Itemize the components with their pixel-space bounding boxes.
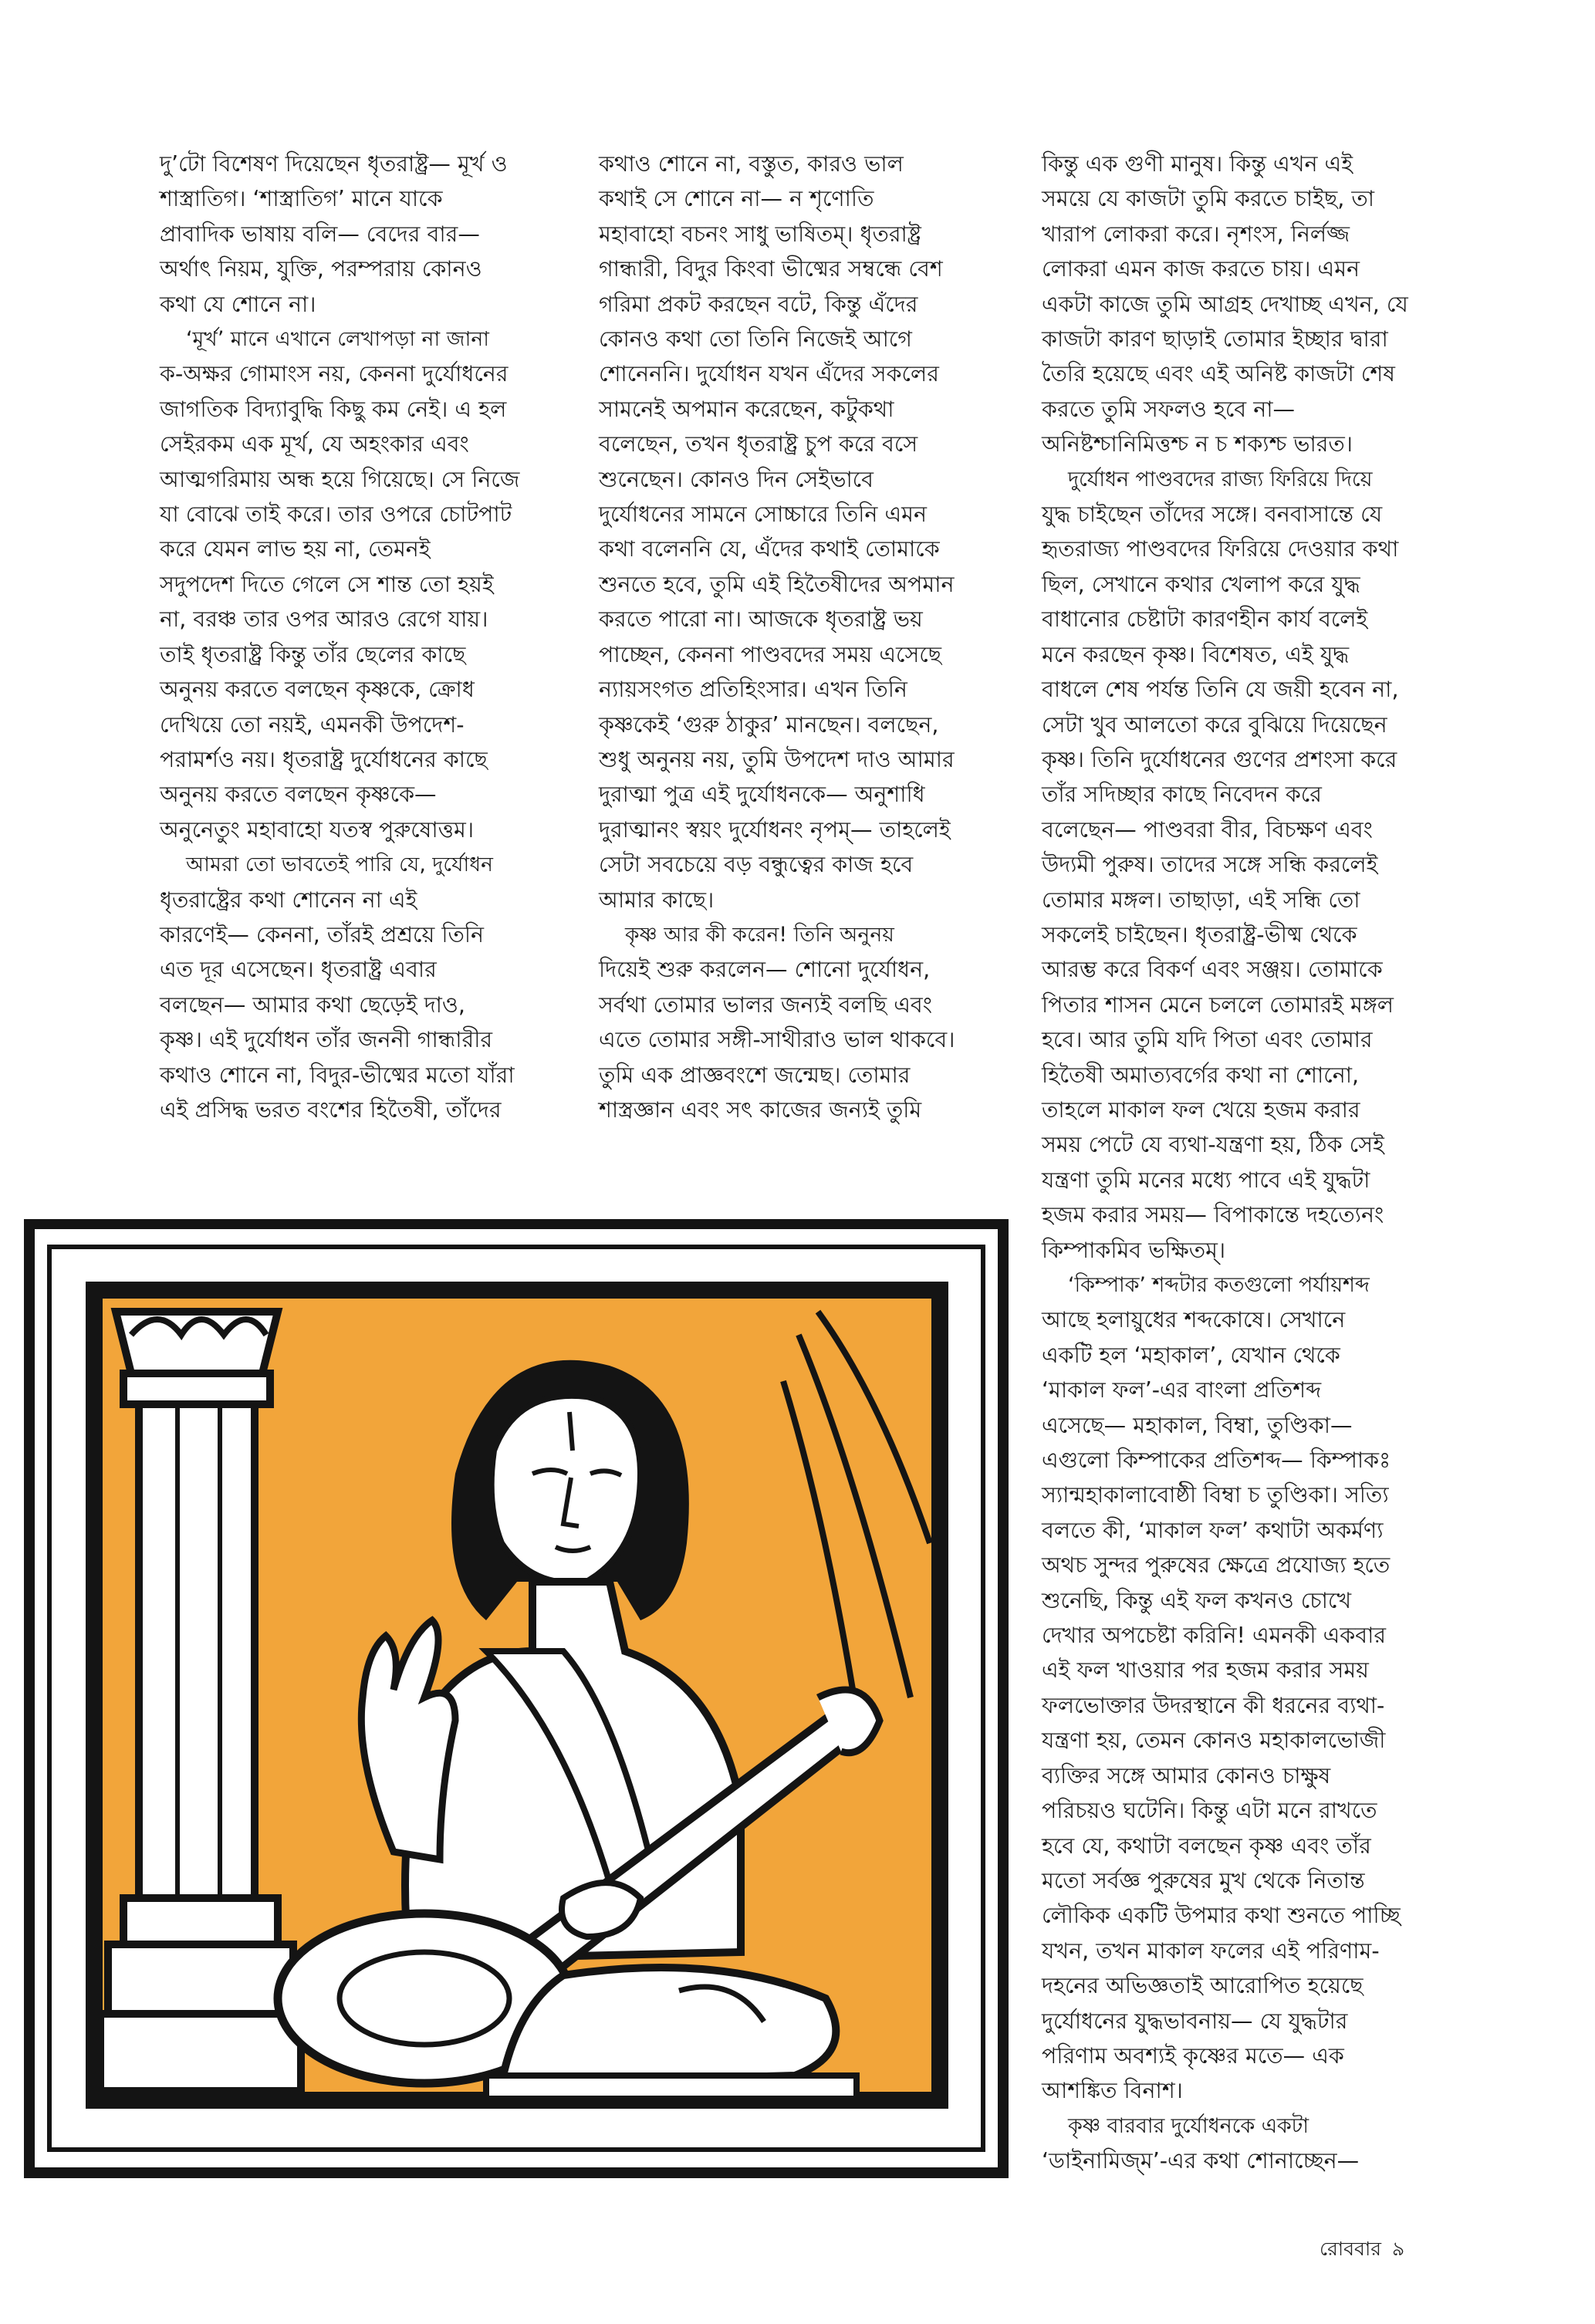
text-line: আছে হলায়ুধের শব্দকোষে। সেখানে	[1042, 1307, 1346, 1333]
text-line: সামনেই অপমান করেছেন, কটুকথা	[599, 396, 894, 422]
text-line: শুধু অনুনয় নয়, তুমি উপদেশ দাও আমার	[599, 746, 955, 772]
text-line: ছিল, সেখানে কথার খেলাপ করে যুদ্ধ	[1042, 571, 1360, 597]
text-line: হবে। আর তুমি যদি পিতা এবং তোমার	[1042, 1027, 1373, 1053]
text-line: সেইরকম এক মূর্খ, যে অহংকার এবং	[160, 431, 469, 458]
text-line: সময়ে যে কাজটা তুমি করতে চাইছ, তা	[1042, 186, 1374, 212]
text-line: মনে করছেন কৃষ্ণ। বিশেষত, এই যুদ্ধ	[1042, 641, 1350, 667]
text-line: লোকরা এমন কাজ করতে চায়। এমন	[1042, 256, 1360, 282]
text-line: ব্যক্তির সঙ্গে আমার কোনও চাক্ষুষ	[1042, 1762, 1331, 1789]
text-line: এই ফল খাওয়ার পর হজম করার সময়	[1042, 1657, 1369, 1684]
page-number: ৯	[1391, 2238, 1405, 2260]
page-folio	[1320, 2234, 1415, 2267]
text-line: কথাও শোনে না, বিদুর-ভীষ্মের মতো যাঁরা	[160, 1062, 515, 1088]
text-line: দুরাত্মা পুত্র এই দুর্যোধনকে— অনুশাধি	[599, 782, 925, 808]
text-line: একটি হল ‘মহাকাল’, যেখান থেকে	[1042, 1342, 1340, 1368]
text-line: বাধলে শেষ পর্যন্ত তিনি যে জয়ী হবেন না,	[1042, 677, 1399, 703]
text-line: এই প্রসিদ্ধ ভরত বংশের হিতৈষী, তাঁদের	[160, 1096, 502, 1123]
text-line: অথচ সুন্দর পুরুষের ক্ষেত্রে প্রযোজ্য হতে	[1042, 1552, 1391, 1579]
text-line: গরিমা প্রকট করছেন বটে, কিন্তু এঁদের	[599, 291, 918, 317]
text-line: অনুনয় করতে বলছেন কৃষ্ণকে, ক্রোধ	[160, 677, 475, 703]
text-line: আমরা তো ভাবতেই পারি যে, দুর্যোধন	[186, 853, 494, 877]
text-line: গান্ধারী, বিদুর কিংবা ভীষ্মের সম্বন্ধে বেশ	[599, 256, 943, 282]
text-line: সদুপদেশ দিতে গেলে সে শান্ত তো হয়ই	[160, 571, 494, 597]
text-line: যুদ্ধ চাইছেন তাঁদের সঙ্গে। বনবাসান্তে যে	[1042, 502, 1383, 528]
text-line: সেটা সবচেয়ে বড় বন্ধুত্বের কাজ হবে	[599, 852, 914, 878]
text-line: বলতে কী, ‘মাকাল ফল’ কথাটা অকর্মণ্য	[1042, 1517, 1384, 1543]
text-line: না, বরঞ্চ তার ওপর আরও রেগে যায়।	[160, 606, 488, 633]
text-column-3	[1042, 147, 1474, 2179]
text-line: বলছেন— আমার কথা ছেড়েই দাও,	[160, 991, 465, 1018]
text-line: করতে পারো না। আজকে ধৃতরাষ্ট্র ভয়	[599, 606, 923, 633]
text-line: শুনেছেন। কোনও দিন সেইভাবে	[599, 466, 874, 492]
text-line: কৃষ্ণ আর কী করেন! তিনি অনুনয়	[625, 922, 895, 947]
text-line: তাই ধৃতরাষ্ট্র কিন্তু তাঁর ছেলের কাছে	[160, 641, 466, 667]
text-line: যন্ত্রণা তুমি মনের মধ্যে পাবে এই যুদ্ধটা	[1042, 1167, 1370, 1193]
text-line: দুর্যোধনের সামনে সোচ্চারে তিনি এমন	[599, 502, 927, 528]
text-line: কোনও কথা তো তিনি নিজেই আগে	[599, 326, 912, 353]
text-line: ‘মাকাল ফল’-এর বাংলা প্রতিশব্দ	[1042, 1377, 1322, 1404]
text-line: কারণেই— কেননা, তাঁরই প্রশ্রয়ে তিনি	[160, 921, 485, 948]
text-line: হবে যে, কথাটা বলছেন কৃষ্ণ এবং তাঁর	[1042, 1833, 1371, 1859]
text-line: সেটা খুব আলতো করে বুঝিয়ে দিয়েছেন	[1042, 711, 1387, 738]
text-line: বাধানোর চেষ্টাটা কারণহীন কার্য বলেই	[1042, 606, 1368, 633]
magazine-name: রোববার	[1320, 2238, 1381, 2260]
text-line: কৃষ্ণকেই ‘গুরু ঠাকুর’ মানছেন। বলছেন,	[599, 711, 939, 738]
text-line: কৃষ্ণ। এই দুর্যোধন তাঁর জননী গান্ধারীর	[160, 1027, 493, 1053]
text-line: কৃষ্ণ বারবার দুর্যোধনকে একটা	[1068, 2113, 1309, 2138]
text-line: ‘কিম্পাক’ শব্দটার কতগুলো পর্যায়শব্দ	[1068, 1273, 1370, 1297]
text-line: কথাই সে শোনে না— ন শৃণোতি	[599, 186, 874, 212]
text-line: লৌকিক একটি উপমার কথা শুনতে পাচ্ছি	[1042, 1903, 1401, 1929]
text-line: দুরাত্মানং স্বয়ং দুর্যোধনং নৃপম্— তাহলেই	[599, 816, 951, 843]
text-line: পরিচয়ও ঘটেনি। কিন্তু এটা মনে রাখতে	[1042, 1798, 1377, 1824]
text-line: দুর্যোধনের যুদ্ধভাবনায়— যে যুদ্ধটার	[1042, 2008, 1348, 2034]
text-line: কৃষ্ণ। তিনি দুর্যোধনের গুণের প্রশংসা করে	[1042, 746, 1397, 772]
text-line: মহাবাহো বচনং সাধু ভাষিতম্। ধৃতরাষ্ট্র	[599, 221, 921, 247]
text-line: শুনতে হবে, তুমি এই হিতৈষীদের অপমান	[599, 571, 955, 597]
text-line: আত্মগরিমায় অন্ধ হয়ে গিয়েছে। সে নিজে	[160, 466, 520, 492]
text-line: জাগতিক বিদ্যাবুদ্ধি কিছু কম নেই। এ হল	[160, 396, 507, 422]
text-line: শাস্ত্রজ্ঞান এবং সৎ কাজের জন্যই তুমি	[599, 1096, 922, 1123]
text-line: সর্বথা তোমার ভালর জন্যই বলছি এবং	[599, 991, 933, 1018]
text-line: দেখিয়ে তো নয়ই, এমনকী উপদেশ-	[160, 711, 465, 738]
text-line: আমার কাছে।	[599, 887, 715, 913]
text-line: পরিণাম অবশ্যই কৃষ্ণের মতে— এক	[1042, 2042, 1344, 2069]
text-line: হৃতরাজ্য পাণ্ডবদের ফিরিয়ে দেওয়ার কথা	[1042, 536, 1399, 562]
text-line: এগুলো কিম্পাকের প্রতিশব্দ— কিম্পাকঃ	[1042, 1447, 1391, 1474]
text-line: এসেছে— মহাকাল, বিম্বা, তুণ্ডিকা—	[1042, 1412, 1353, 1438]
text-line: দহনের অভিজ্ঞতাই আরোপিত হয়েছে	[1042, 1973, 1364, 1999]
text-line: কথা বলেননি যে, এঁদের কথাই তোমাকে	[599, 536, 940, 562]
text-line: পাচ্ছেন, কেননা পাণ্ডবদের সময় এসেছে	[599, 641, 942, 667]
text-line: তাহলে মাকাল ফল খেয়ে হজম করার	[1042, 1096, 1360, 1123]
text-line: মতো সর্বজ্ঞ পুরুষের মুখ থেকে নিতান্ত	[1042, 1867, 1365, 1893]
platform	[486, 2076, 857, 2099]
text-line: করে যেমন লাভ হয় না, তেমনই	[160, 536, 431, 562]
text-column-1	[160, 147, 576, 1127]
text-line: হিতৈষী অমাত্যবর্গের কথা না শোনো,	[1042, 1062, 1360, 1088]
text-line: ন্যায়সংগত প্রতিহিংসার। এখন তিনি	[599, 677, 907, 703]
text-line: কাজটা কারণ ছাড়াই তোমার ইচ্ছার দ্বারা	[1042, 326, 1388, 353]
text-line: বলেছেন, তখন ধৃতরাষ্ট্র চুপ করে বসে	[599, 431, 918, 458]
text-line: দু’টো বিশেষণ দিয়েছেন ধৃতরাষ্ট্র— মূর্খ ও	[160, 151, 508, 177]
text-line: দুর্যোধন পাণ্ডবদের রাজ্য ফিরিয়ে দিয়ে	[1068, 467, 1373, 491]
text-line: একটা কাজে তুমি আগ্রহ দেখাচ্ছ এখন, যে	[1042, 291, 1408, 317]
text-line: ‘মূর্খ’ মানে এখানে লেখাপড়া না জানা	[186, 327, 489, 352]
text-line: যন্ত্রণা হয়, তেমন কোনও মহাকালভোজী	[1042, 1728, 1386, 1754]
text-line: এত দূর এসেছেন। ধৃতরাষ্ট্র এবার	[160, 957, 437, 983]
krishna-veena-illustration	[23, 1219, 1011, 2180]
text-line: তোমার মঙ্গল। তাছাড়া, এই সন্ধি তো	[1042, 887, 1360, 913]
text-line: আরম্ভ করে বিকর্ণ এবং সঞ্জয়। তোমাকে	[1042, 957, 1383, 983]
text-line: খারাপ লোকরা করে। নৃশংস, নির্লজ্জ	[1042, 221, 1350, 247]
text-line: আশঙ্কিত বিনাশ।	[1042, 2078, 1183, 2104]
text-line: পরামর্শও নয়। ধৃতরাষ্ট্র দুর্যোধনের কাছে	[160, 746, 488, 772]
text-line: অনিষ্টশ্চানিমিত্তশ্চ ন চ শক্যশ্চ ভারত।	[1042, 431, 1353, 458]
text-line: তাঁর সদিচ্ছার কাছে নিবেদন করে	[1042, 782, 1322, 808]
text-line: যখন, তখন মাকাল ফলের এই পরিণাম-	[1042, 1937, 1380, 1964]
text-line: হজম করার সময়— বিপাকান্তে দহত্যেনং	[1042, 1202, 1384, 1228]
text-line: ‘ডাইনামিজ্ম’-এর কথা শোনাচ্ছেন—	[1042, 2148, 1360, 2174]
text-line: ফলভোক্তার উদরস্থানে কী ধরনের ব্যথা-	[1042, 1692, 1385, 1718]
text-line: স্যান্মহাকালাবোষ্ঠী বিম্বা চ তুণ্ডিকা। সত্যি	[1042, 1482, 1389, 1508]
text-line: অনুনেতুং মহাবাহো যতস্ব পুরুষোত্তম।	[160, 816, 475, 843]
text-line: ধৃতরাষ্ট্রের কথা শোনেন না এই	[160, 887, 417, 913]
text-line: যা বোঝে তাই করে। তার ওপরে চোটপাট	[160, 502, 512, 528]
text-line: শোনেননি। দুর্যোধন যখন এঁদের সকলের	[599, 361, 939, 387]
text-line: করতে তুমি সফলও হবে না—	[1042, 396, 1295, 422]
text-line: শাস্ত্রাতিগ। ‘শাস্ত্রাতিগ’ মানে যাকে	[160, 186, 443, 212]
text-line: কথা যে শোনে না।	[160, 291, 316, 317]
text-line: এতে তোমার সঙ্গী-সাথীরাও ভাল থাকবে।	[599, 1027, 955, 1053]
text-line: অনুনয় করতে বলছেন কৃষ্ণকে—	[160, 782, 437, 808]
text-column-2	[599, 147, 1015, 1127]
text-line: ক-অক্ষর গোমাংস নয়, কেননা দুর্যোধনের	[160, 361, 509, 387]
text-line: দিয়েই শুরু করলেন— শোনো দুর্যোধন,	[599, 957, 931, 983]
text-line: সময় পেটে যে ব্যথা-যন্ত্রণা হয়, ঠিক সেই	[1042, 1132, 1384, 1158]
text-line: কিন্তু এক গুণী মানুষ। কিন্তু এখন এই	[1042, 151, 1353, 177]
text-line: তৈরি হয়েছে এবং এই অনিষ্ট কাজটা শেষ	[1042, 361, 1395, 387]
text-line: পিতার শাসন মেনে চললে তোমারই মঙ্গল	[1042, 991, 1394, 1018]
text-line: বলেছেন— পাণ্ডবরা বীর, বিচক্ষণ এবং	[1042, 816, 1373, 843]
text-line: সকলেই চাইছেন। ধৃতরাষ্ট্র-ভীষ্ম থেকে	[1042, 921, 1357, 948]
text-line: উদ্যমী পুরুষ। তাদের সঙ্গে সন্ধি করলেই	[1042, 852, 1378, 878]
text-line: কথাও শোনে না, বস্তুত, কারও ভাল	[599, 151, 904, 177]
text-line: দেখার অপচেষ্টা করিনি! এমনকী একবার	[1042, 1623, 1387, 1649]
text-line: তুমি এক প্রাজ্ঞবংশে জন্মেছ। তোমার	[599, 1062, 911, 1088]
text-line: কিম্পাকমিব ভক্ষিতম্।	[1042, 1237, 1226, 1263]
text-line: প্রাবাদিক ভাষায় বলি— বেদের বার—	[160, 221, 480, 247]
text-line: শুনেছি, কিন্তু এই ফল কখনও চোখে	[1042, 1587, 1352, 1613]
text-line: অর্থাৎ নিয়ম, যুক্তি, পরম্পরায় কোনও	[160, 256, 482, 282]
